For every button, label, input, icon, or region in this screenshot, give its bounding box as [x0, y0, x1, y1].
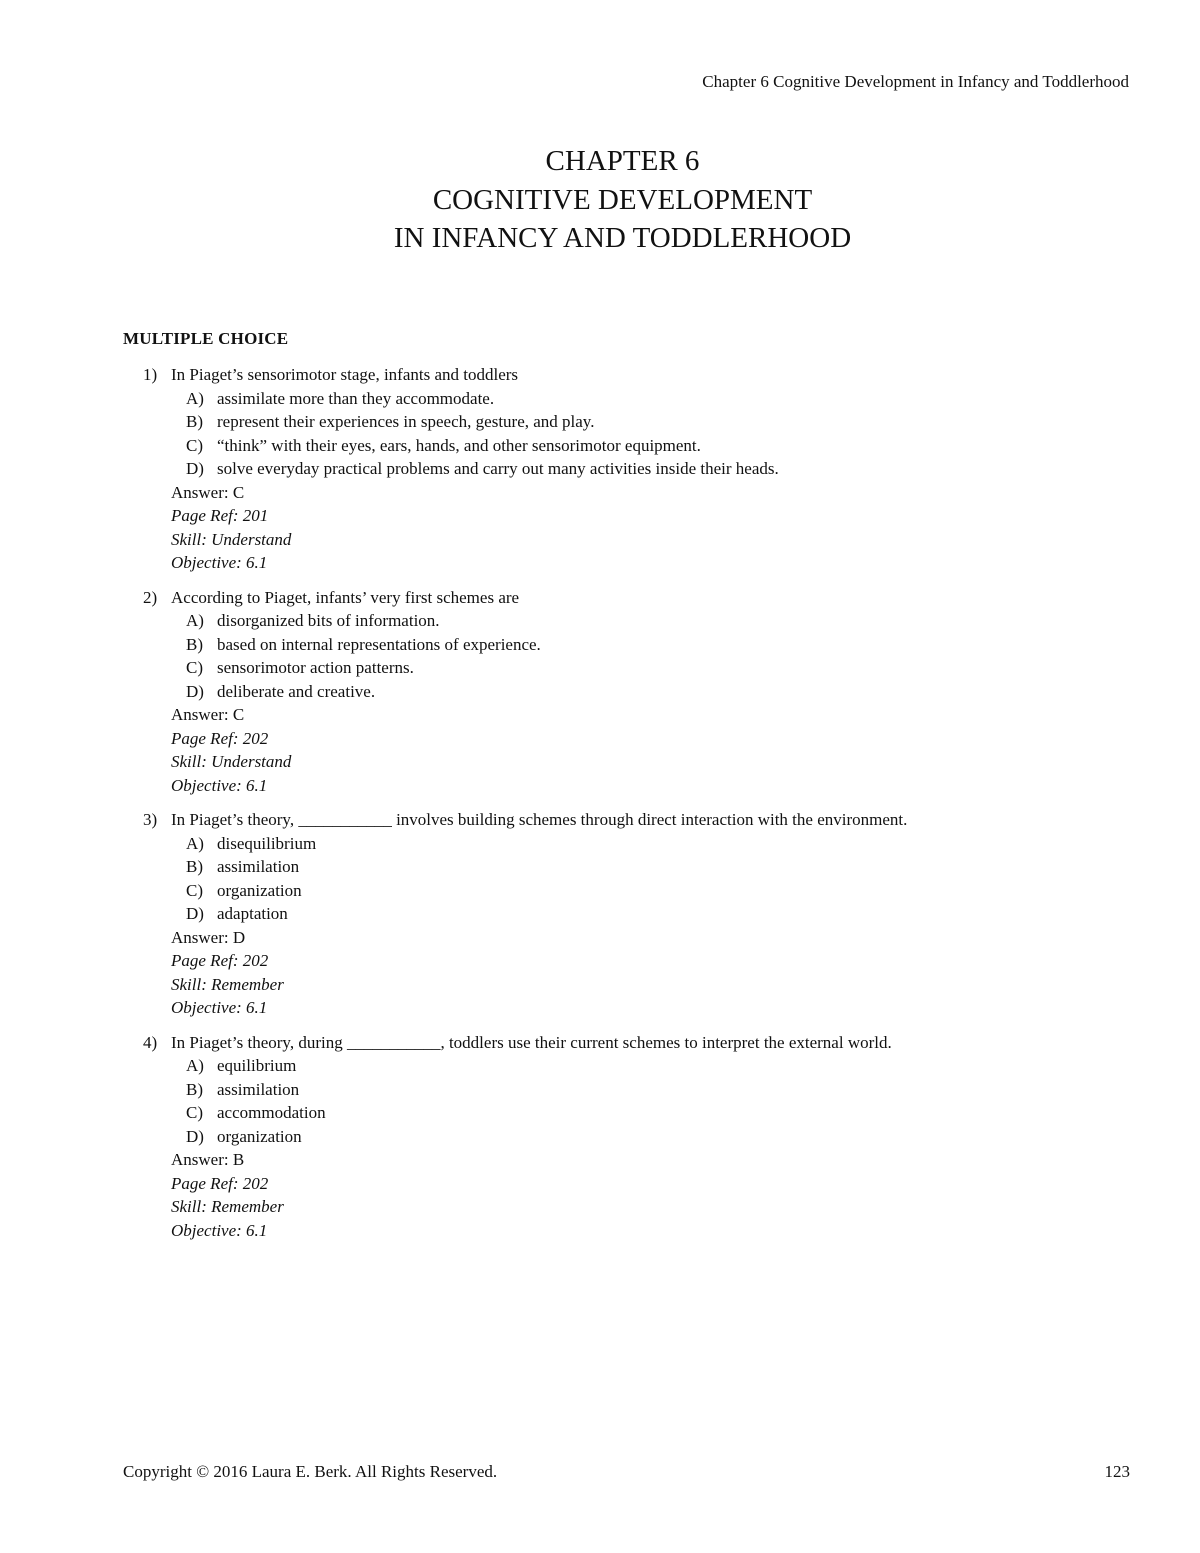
question-4 [123, 1031, 1123, 1243]
question-1 [123, 363, 1123, 575]
option-text: accommodation [217, 1103, 326, 1122]
answer-options [123, 609, 1123, 703]
skill-level: Skill: Understand [171, 529, 292, 549]
option-a [123, 387, 1123, 411]
section-heading: MULTIPLE CHOICE [123, 329, 289, 348]
option-d [123, 457, 1123, 481]
skill-level: Skill: Understand [171, 752, 292, 771]
option-c [123, 879, 1123, 903]
question-stem [123, 808, 1123, 832]
option-b [123, 633, 1123, 657]
option-b [123, 1078, 1123, 1102]
question-text: According to Piaget, infants’ very first schemes are [171, 587, 520, 607]
chapter-title-line-1: CHAPTER 6 [545, 145, 700, 177]
question-number: 3) [143, 810, 158, 829]
question-2 [123, 586, 1123, 798]
option-letter: B) [186, 857, 203, 876]
objective: Objective: 6.1 [171, 553, 268, 572]
chapter-title-line-2: COGNITIVE DEVELOPMENT [432, 183, 813, 216]
option-text: represent their experiences in speech, gesture, and play. [217, 412, 595, 431]
option-b [123, 410, 1123, 434]
option-text: “think” with their eyes, ears, hands, and other sensorimotor equipment. [217, 435, 701, 455]
answer-options [123, 1054, 1123, 1148]
option-letter: C) [186, 435, 203, 455]
option-c [123, 1101, 1123, 1125]
option-a [123, 1054, 1123, 1078]
option-letter: D) [186, 681, 204, 701]
answer-key: Answer: C [171, 482, 245, 502]
question-stem [123, 586, 1123, 610]
option-d [123, 680, 1123, 704]
question-text: In Piaget’s theory, ___________ involves building schemes through direct interaction with the environment. [171, 810, 908, 829]
objective: Objective: 6.1 [171, 998, 268, 1017]
question-stem [123, 363, 1123, 387]
page-ref: Page Ref: 201 [171, 506, 269, 525]
skill-level: Skill: Remember [171, 974, 284, 994]
option-a [123, 832, 1123, 856]
option-text: based on internal representations of experience. [217, 634, 541, 654]
option-letter: B) [186, 634, 203, 654]
option-d [123, 1125, 1123, 1149]
question-number: 1) [143, 365, 158, 384]
answer-key: Answer: D [171, 927, 246, 947]
option-b [123, 855, 1123, 879]
chapter-title [0, 142, 1200, 258]
page-ref: Page Ref: 202 [171, 728, 269, 748]
option-text: disequilibrium [217, 833, 317, 853]
option-letter: B) [186, 412, 203, 431]
option-text: equilibrium [217, 1056, 297, 1075]
option-c [123, 656, 1123, 680]
option-text: assimilate more than they accommodate. [217, 388, 495, 408]
option-text: assimilation [217, 1079, 300, 1099]
option-letter: A) [186, 388, 204, 408]
option-c [123, 434, 1123, 458]
question-3 [123, 808, 1123, 1020]
option-text: disorganized bits of information. [217, 611, 440, 630]
option-letter: D) [186, 459, 204, 478]
page-ref: Page Ref: 202 [171, 951, 269, 970]
page-number: 123 [1104, 1462, 1130, 1481]
option-text: sensorimotor action patterns. [217, 658, 414, 677]
page-ref: Page Ref: 202 [171, 1173, 269, 1193]
question-list [123, 363, 1123, 1253]
question-number: 4) [143, 1032, 158, 1052]
option-text: adaptation [217, 904, 288, 923]
option-a [123, 609, 1123, 633]
option-letter: B) [186, 1079, 203, 1099]
option-text: organization [217, 880, 302, 900]
answer-options [123, 832, 1123, 926]
footer-copyright: Copyright © 2016 Laura E. Berk. All Rights Reserved. [123, 1462, 498, 1481]
question-text: In Piaget’s theory, during ___________, toddlers use their current schemes to interpret the external world. [171, 1032, 892, 1052]
option-letter: D) [186, 904, 204, 923]
answer-key: Answer: C [171, 705, 245, 724]
running-header: Chapter 6 Cognitive Development in Infancy and Toddlerhood [702, 72, 1129, 91]
option-d [123, 902, 1123, 926]
option-letter: A) [186, 833, 204, 853]
option-text: assimilation [217, 857, 300, 876]
question-text: In Piaget’s sensorimotor stage, infants and toddlers [171, 365, 519, 384]
answer-key: Answer: B [171, 1150, 245, 1169]
objective: Objective: 6.1 [171, 1220, 268, 1240]
question-number: 2) [143, 587, 158, 607]
answer-options [123, 387, 1123, 481]
chapter-title-line-3: IN INFANCY AND TODDLERHOOD [393, 222, 852, 254]
question-stem [123, 1031, 1123, 1055]
option-letter: D) [186, 1126, 204, 1146]
skill-level: Skill: Remember [171, 1197, 284, 1216]
option-letter: C) [186, 658, 203, 677]
option-text: deliberate and creative. [217, 681, 376, 701]
option-text: organization [217, 1126, 302, 1146]
objective: Objective: 6.1 [171, 775, 268, 795]
option-letter: A) [186, 611, 204, 630]
option-letter: C) [186, 880, 203, 900]
option-letter: C) [186, 1103, 203, 1122]
option-text: solve everyday practical problems and carry out many activities inside their heads. [217, 459, 779, 478]
option-letter: A) [186, 1056, 204, 1075]
